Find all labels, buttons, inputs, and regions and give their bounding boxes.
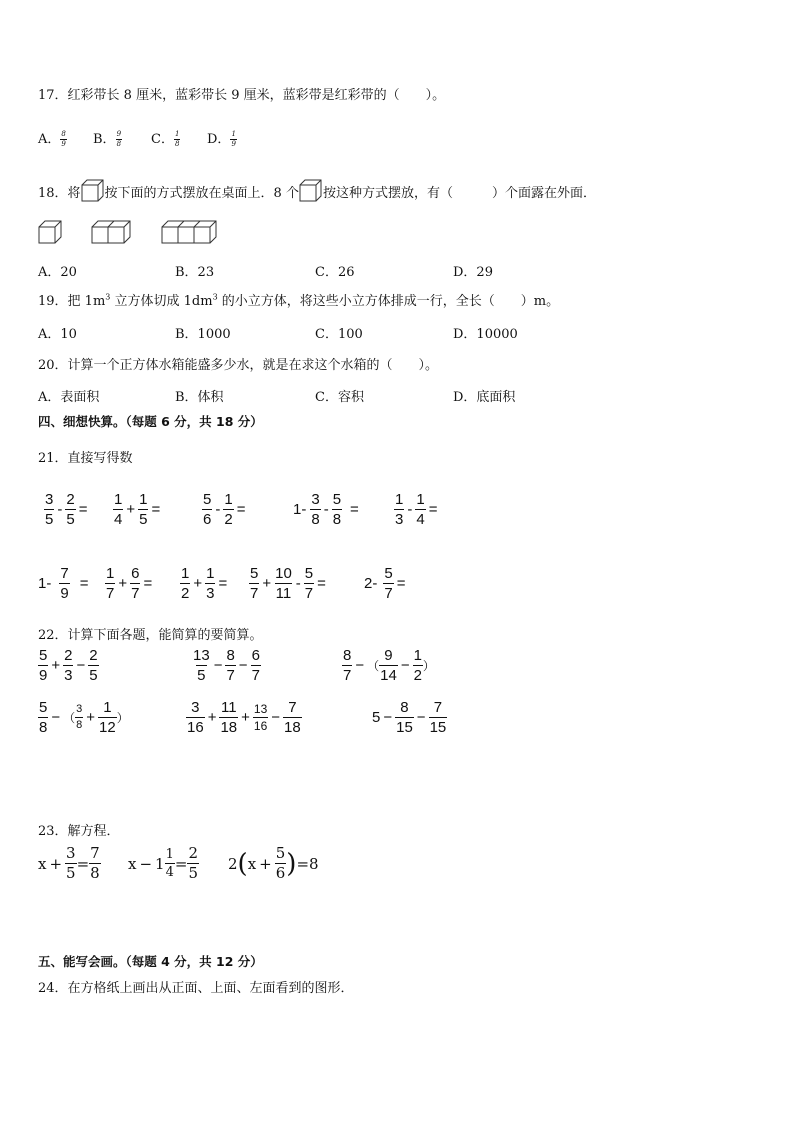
q21-expr-1: $\frac{3}{5}$ - $\frac{2}{5}$ = [45, 491, 88, 528]
fraction: $\frac{8}{9}$ [61, 130, 66, 148]
section-4-heading: 四、细想快算。（每题 6 分，共 18 分） [38, 414, 263, 429]
q18-option-c[interactable]: C．26 [315, 265, 355, 280]
q19-option-b[interactable]: B．1000 [175, 327, 231, 342]
q19-option-d[interactable]: D．10000 [453, 327, 518, 342]
q22-expr-4: $\frac{5}{8}$ − （ $\frac{3}{8}$ + $\frac{1}{12}$ ） [39, 699, 129, 736]
q18-option-a[interactable]: A．20 [38, 265, 77, 280]
question-21-title: 21．直接写得数 [38, 451, 133, 466]
q19-option-c[interactable]: C．100 [315, 327, 363, 342]
q21-expr-5: $\frac{1}{3}$ - $\frac{1}{4}$ = [395, 491, 438, 528]
q23-equation-3: 2 ( x + $\frac{5}{6}$ ) = 8 [228, 844, 319, 882]
q20-option-a[interactable]: A．表面积 [38, 390, 100, 405]
q22-expr-3: $\frac{8}{7}$ − （ $\frac{9}{14}$ − $\frac{1}{2}$ ） [343, 647, 435, 684]
q21-expr-8: $\frac{1}{2}$ + $\frac{1}{3}$ = [181, 565, 228, 602]
q21-expr-10: 2- $\frac{5}{7}$ = [364, 565, 406, 602]
fraction: $\frac{1}{8}$ [174, 130, 180, 148]
question-17-stem: 17．红彩带长 8 厘米，蓝彩带长 9 厘米，蓝彩带是红彩带的（ ）。 [38, 88, 446, 103]
question-19-stem: 19．把 $1m^3$ 立方体切成 $1dm^3$ 的小立方体，将这些小立方体排成一行，全长（ ）m。 [38, 292, 560, 309]
q23-equation-1: x + $\frac{3}{5}$ = $\frac{7}{8}$ [38, 844, 100, 882]
q21-expr-3: $\frac{5}{6}$ - $\frac{1}{2}$ = [203, 491, 246, 528]
q17-option-c[interactable]: C． $\frac{1}{8}$ [151, 130, 180, 148]
q20-option-c[interactable]: C．容积 [315, 390, 364, 405]
q21-expr-7: $\frac{1}{7}$ + $\frac{6}{7}$ = [106, 565, 153, 602]
question-20-stem: 20．计算一个正方体水箱能盛多少水，就是在求这个水箱的（ ）。 [38, 358, 439, 373]
q22-expr-1: $\frac{5}{9}$ + $\frac{2}{3}$ − $\frac{2}{5}$ [39, 647, 98, 684]
q22-expr-5: $\frac{3}{16}$ + $\frac{11}{18}$ + $\frac{13}{16}$ − $\frac{7}{18}$ [187, 699, 301, 736]
question-23-title: 23．解方程． [38, 824, 120, 839]
q18-option-d[interactable]: D．29 [453, 265, 493, 280]
q20-option-b[interactable]: B．体积 [175, 390, 224, 405]
q17-option-d[interactable]: D． $\frac{1}{9}$ [207, 130, 236, 148]
q17-option-b[interactable]: B． $\frac{9}{8}$ [93, 130, 122, 148]
cube-arrangement-figure [38, 220, 228, 246]
q20-option-d[interactable]: D．底面积 [453, 390, 516, 405]
q17-option-a[interactable]: A． $\frac{8}{9}$ [38, 130, 66, 148]
q21-expr-2: $\frac{1}{4}$ + $\frac{1}{5}$ = [114, 491, 161, 528]
q21-expr-6: 1- $\frac{7}{9}$ = [38, 565, 89, 602]
section-5-heading: 五、能写会画。（每题 4 分，共 12 分） [38, 954, 263, 969]
question-22-title: 22．计算下面各题，能简算的要简算。 [38, 628, 263, 643]
q19-option-a[interactable]: A．10 [38, 327, 77, 342]
q21-expr-9: $\frac{5}{7}$ + $\frac{10}{11}$ - $\frac{5}{7}$ = [250, 565, 326, 602]
question-24-stem: 24．在方格纸上画出从正面、上面、左面看到的图形． [38, 981, 354, 996]
q18-option-b[interactable]: B．23 [175, 265, 215, 280]
q22-expr-6: 5 − $\frac{8}{15}$ − $\frac{7}{15}$ [372, 699, 447, 736]
cube-icon [299, 179, 323, 203]
cube-icon [81, 179, 105, 203]
fraction: $\frac{1}{9}$ [231, 130, 236, 148]
fraction: $\frac{9}{8}$ [116, 130, 122, 148]
question-18-stem: 18．将 按下面的方式摆放在桌面上．8 个 按这种方式摆放，有（ ）个面露在外面． [38, 178, 596, 204]
q22-expr-2: $\frac{13}{5}$ − $\frac{8}{7}$ − $\frac{6}{7}$ [193, 647, 260, 684]
q23-equation-2: x − 1 $\frac{1}{4}$ = $\frac{2}{5}$ [128, 844, 198, 882]
q21-expr-4: 1- $\frac{3}{8}$ - $\frac{5}{8}$ = [293, 491, 359, 528]
